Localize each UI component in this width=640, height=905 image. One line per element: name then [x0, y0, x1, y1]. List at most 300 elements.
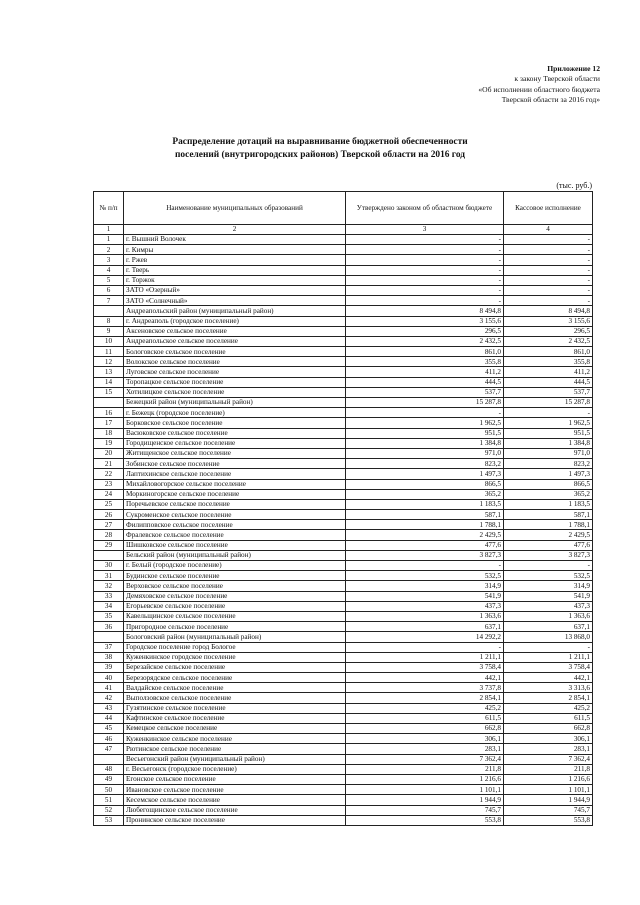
row-number: 18 — [94, 428, 124, 438]
appendix-line: Тверской области за 2016 год» — [501, 95, 600, 105]
approved-amount: - — [346, 235, 504, 245]
municipality-name: Бельский район (муниципальный район) — [124, 550, 346, 560]
executed-amount: 1 101,1 — [504, 785, 593, 795]
executed-amount: 283,1 — [504, 744, 593, 754]
executed-amount: 355,8 — [504, 357, 593, 367]
title-line-2: поселений (внутригородских районов) Тверской области на 2016 год — [175, 150, 465, 161]
approved-amount: 1 363,6 — [346, 611, 504, 621]
executed-amount: 3 313,6 — [504, 683, 593, 693]
table-row — [94, 438, 593, 448]
executed-amount: 3 155,6 — [504, 316, 593, 326]
table-row — [94, 489, 593, 499]
executed-amount: 1 944,9 — [504, 795, 593, 805]
executed-amount: - — [504, 642, 593, 652]
row-number: 20 — [94, 448, 124, 458]
municipality-name: Михайловогорское сельское поселение — [124, 479, 346, 489]
executed-amount: 951,5 — [504, 428, 593, 438]
municipality-name: Аксеновское сельское поселение — [124, 326, 346, 336]
executed-amount: 296,5 — [504, 326, 593, 336]
executed-amount: 587,1 — [504, 510, 593, 520]
appendix-title: Приложение 12 — [547, 64, 600, 73]
municipality-name: Куженкинское городское поселение — [124, 652, 346, 662]
executed-amount: - — [504, 255, 593, 265]
table-row — [94, 571, 593, 581]
municipality-name: Бежецкий район (муниципальный район) — [124, 398, 346, 408]
executed-amount: 823,2 — [504, 459, 593, 469]
executed-amount: 1 183,5 — [504, 499, 593, 509]
table-row — [94, 459, 593, 469]
approved-amount: 437,3 — [346, 601, 504, 611]
table-row — [94, 673, 593, 683]
row-number: 19 — [94, 438, 124, 448]
table-row — [94, 265, 593, 275]
municipality-name: Выползовское сельское поселение — [124, 693, 346, 703]
table-row — [94, 795, 593, 805]
approved-amount: 1 183,5 — [346, 499, 504, 509]
row-number: 31 — [94, 571, 124, 581]
row-number: 51 — [94, 795, 124, 805]
approved-amount: - — [346, 561, 504, 571]
table-row — [94, 306, 593, 316]
executed-amount: 1 384,8 — [504, 438, 593, 448]
table-row — [94, 285, 593, 295]
table-row — [94, 764, 593, 774]
executed-amount: 637,1 — [504, 622, 593, 632]
row-number: 49 — [94, 774, 124, 784]
row-number: 5 — [94, 275, 124, 285]
table-row — [94, 754, 593, 764]
row-number: 12 — [94, 357, 124, 367]
row-number: 14 — [94, 377, 124, 387]
table-row — [94, 652, 593, 662]
column-number-row — [94, 225, 593, 235]
row-number: 38 — [94, 652, 124, 662]
approved-amount: 7 362,4 — [346, 754, 504, 764]
approved-amount: 1 497,3 — [346, 469, 504, 479]
row-number: 16 — [94, 408, 124, 418]
executed-amount: 365,2 — [504, 489, 593, 499]
table-row — [94, 448, 593, 458]
executed-amount: 477,6 — [504, 540, 593, 550]
table-row — [94, 326, 593, 336]
table-row — [94, 347, 593, 357]
row-number: 22 — [94, 469, 124, 479]
header-approved: Утверждено законом об областном бюджете — [346, 192, 504, 225]
row-number: 39 — [94, 662, 124, 672]
approved-amount: 2 429,5 — [346, 530, 504, 540]
executed-amount: 306,1 — [504, 734, 593, 744]
municipality-name: Пригородное сельское поселение — [124, 622, 346, 632]
table-row — [94, 734, 593, 744]
table-row — [94, 469, 593, 479]
approved-amount: 296,5 — [346, 326, 504, 336]
approved-amount: 861,0 — [346, 347, 504, 357]
municipality-name: Сукроменское сельское поселение — [124, 510, 346, 520]
executed-amount: 1 216,6 — [504, 774, 593, 784]
approved-amount: 532,5 — [346, 571, 504, 581]
row-number: 10 — [94, 336, 124, 346]
row-number: 23 — [94, 479, 124, 489]
municipality-name: г. Андреаполь (городское поселение) — [124, 316, 346, 326]
row-number: 44 — [94, 713, 124, 723]
executed-amount: - — [504, 275, 593, 285]
units-label: (тыс. руб.) — [556, 181, 592, 190]
approved-amount: 211,8 — [346, 764, 504, 774]
row-number: 29 — [94, 540, 124, 550]
approved-amount: 3 155,6 — [346, 316, 504, 326]
municipality-name: Фралевское сельское поселение — [124, 530, 346, 540]
approved-amount: - — [346, 408, 504, 418]
municipality-name: Луговское сельское поселение — [124, 367, 346, 377]
executed-amount: 7 362,4 — [504, 754, 593, 764]
approved-amount: 2 854,1 — [346, 693, 504, 703]
row-number: 17 — [94, 418, 124, 428]
approved-amount: 823,2 — [346, 459, 504, 469]
row-number — [94, 550, 124, 560]
executed-amount: 1 497,3 — [504, 469, 593, 479]
row-number — [94, 632, 124, 642]
municipality-name: Гузятинское сельское поселение — [124, 703, 346, 713]
executed-amount: - — [504, 296, 593, 306]
table-row — [94, 530, 593, 540]
municipality-name: Кавельщинское сельское поселение — [124, 611, 346, 621]
row-number: 27 — [94, 520, 124, 530]
approved-amount: 1 962,5 — [346, 418, 504, 428]
table-row — [94, 550, 593, 560]
row-number — [94, 398, 124, 408]
approved-amount: 541,9 — [346, 591, 504, 601]
executed-amount: 1 788,1 — [504, 520, 593, 530]
row-number: 6 — [94, 285, 124, 295]
row-number: 9 — [94, 326, 124, 336]
executed-amount: 866,5 — [504, 479, 593, 489]
municipality-name: г. Тверь — [124, 265, 346, 275]
row-number: 45 — [94, 724, 124, 734]
municipality-name: Городское поселение город Бологое — [124, 642, 346, 652]
table-row — [94, 479, 593, 489]
row-number: 3 — [94, 255, 124, 265]
table-row — [94, 805, 593, 815]
table-row — [94, 683, 593, 693]
approved-amount: 1 211,1 — [346, 652, 504, 662]
executed-amount: 211,8 — [504, 764, 593, 774]
approved-amount: 411,2 — [346, 367, 504, 377]
approved-amount: 1 101,1 — [346, 785, 504, 795]
row-number: 11 — [94, 347, 124, 357]
table-row — [94, 316, 593, 326]
table-row — [94, 632, 593, 642]
approved-amount: - — [346, 245, 504, 255]
municipality-name: Андреапольское сельское поселение — [124, 336, 346, 346]
municipality-name: ЗАТО «Озерный» — [124, 285, 346, 295]
municipality-name: Верховское сельское поселение — [124, 581, 346, 591]
executed-amount: - — [504, 561, 593, 571]
row-number: 28 — [94, 530, 124, 540]
municipality-name: Демяховское сельское поселение — [124, 591, 346, 601]
municipality-name: Торопацкое сельское поселение — [124, 377, 346, 387]
table-row — [94, 245, 593, 255]
executed-amount: 2 854,1 — [504, 693, 593, 703]
table-header-row — [94, 192, 593, 225]
approved-amount: 425,2 — [346, 703, 504, 713]
executed-amount: 437,3 — [504, 601, 593, 611]
executed-amount: 411,2 — [504, 367, 593, 377]
table-row — [94, 703, 593, 713]
row-number: 50 — [94, 785, 124, 795]
municipality-name: Поречьевское сельское поселение — [124, 499, 346, 509]
municipality-name: Зобинское сельское поселение — [124, 459, 346, 469]
approved-amount: - — [346, 265, 504, 275]
table-row — [94, 357, 593, 367]
municipality-name: Будинское сельское поселение — [124, 571, 346, 581]
executed-amount: 15 287,8 — [504, 398, 593, 408]
executed-amount: - — [504, 408, 593, 418]
municipality-name: г. Торжок — [124, 275, 346, 285]
municipality-name: Андреапольский район (муниципальный район) — [124, 306, 346, 316]
row-number: 41 — [94, 683, 124, 693]
municipality-name: Рютинское сельское поселение — [124, 744, 346, 754]
approved-amount: 8 494,8 — [346, 306, 504, 316]
municipality-name: Житищенское сельское поселение — [124, 448, 346, 458]
table-row — [94, 540, 593, 550]
row-number: 37 — [94, 642, 124, 652]
municipality-name: Весьегонский район (муниципальный район) — [124, 754, 346, 764]
municipality-name: Куженкинское сельское поселение — [124, 734, 346, 744]
executed-amount: 2 432,5 — [504, 336, 593, 346]
approved-amount: 314,9 — [346, 581, 504, 591]
table-row — [94, 713, 593, 723]
row-number: 15 — [94, 387, 124, 397]
municipality-name: Березайское сельское поселение — [124, 662, 346, 672]
executed-amount: 662,8 — [504, 724, 593, 734]
municipality-name: Волокское сельское поселение — [124, 357, 346, 367]
row-number: 30 — [94, 561, 124, 571]
municipality-name: Валдайское сельское поселение — [124, 683, 346, 693]
approved-amount: 1 384,8 — [346, 438, 504, 448]
executed-amount: 13 868,0 — [504, 632, 593, 642]
executed-amount: 532,5 — [504, 571, 593, 581]
row-number: 7 — [94, 296, 124, 306]
municipality-name: ЗАТО «Солнечный» — [124, 296, 346, 306]
municipality-name: г. Ржев — [124, 255, 346, 265]
approved-amount: 587,1 — [346, 510, 504, 520]
municipality-name: Кафтинское сельское поселение — [124, 713, 346, 723]
table-row — [94, 499, 593, 509]
municipality-name: г. Бежецк (городское поселение) — [124, 408, 346, 418]
table-row — [94, 693, 593, 703]
municipality-name: Пронинское сельское поселение — [124, 815, 346, 825]
executed-amount: - — [504, 245, 593, 255]
approved-amount: 3 758,4 — [346, 662, 504, 672]
row-number: 33 — [94, 591, 124, 601]
executed-amount: 314,9 — [504, 581, 593, 591]
executed-amount: 745,7 — [504, 805, 593, 815]
row-number: 47 — [94, 744, 124, 754]
municipality-name: Филипповское сельское поселение — [124, 520, 346, 530]
executed-amount: 553,8 — [504, 815, 593, 825]
executed-amount: 971,0 — [504, 448, 593, 458]
approved-amount: 537,7 — [346, 387, 504, 397]
municipality-name: г. Кимры — [124, 245, 346, 255]
table-row — [94, 296, 593, 306]
allocation-table — [93, 191, 593, 826]
row-number: 4 — [94, 265, 124, 275]
table-row — [94, 255, 593, 265]
municipality-name: г. Весьегонск (городское поселение) — [124, 764, 346, 774]
municipality-name: Ивановское сельское поселение — [124, 785, 346, 795]
approved-amount: 553,8 — [346, 815, 504, 825]
municipality-name: Хотилицкое сельское поселение — [124, 387, 346, 397]
executed-amount: 1 211,1 — [504, 652, 593, 662]
approved-amount: 637,1 — [346, 622, 504, 632]
municipality-name: Васюковское сельское поселение — [124, 428, 346, 438]
table-row — [94, 561, 593, 571]
table-row — [94, 418, 593, 428]
municipality-name: Лаптихинское сельское поселение — [124, 469, 346, 479]
municipality-name: Городищенское сельское поселение — [124, 438, 346, 448]
table-row — [94, 275, 593, 285]
executed-amount: 541,9 — [504, 591, 593, 601]
row-number: 43 — [94, 703, 124, 713]
executed-amount: 442,1 — [504, 673, 593, 683]
approved-amount: 444,5 — [346, 377, 504, 387]
municipality-name: Моркиногорское сельское поселение — [124, 489, 346, 499]
table-body — [94, 235, 593, 826]
approved-amount: - — [346, 255, 504, 265]
executed-amount: 3 827,3 — [504, 550, 593, 560]
table-row — [94, 581, 593, 591]
table-row — [94, 724, 593, 734]
appendix-line: «Об исполнении областного бюджета — [478, 84, 600, 94]
row-number: 13 — [94, 367, 124, 377]
table-row — [94, 662, 593, 672]
table-row — [94, 510, 593, 520]
municipality-name: Егонское сельское поселение — [124, 774, 346, 784]
table-row — [94, 601, 593, 611]
municipality-name: Березорядское сельское поселение — [124, 673, 346, 683]
municipality-name: Борковское сельское поселение — [124, 418, 346, 428]
table-row — [94, 622, 593, 632]
row-number: 2 — [94, 245, 124, 255]
executed-amount: 8 494,8 — [504, 306, 593, 316]
table-row — [94, 408, 593, 418]
approved-amount: 355,8 — [346, 357, 504, 367]
row-number: 24 — [94, 489, 124, 499]
executed-amount: - — [504, 235, 593, 245]
col-number: 2 — [124, 225, 346, 235]
municipality-name: Любегощинское сельское поселение — [124, 805, 346, 815]
table-row — [94, 377, 593, 387]
municipality-name: Егорьевское сельское поселение — [124, 601, 346, 611]
approved-amount: - — [346, 642, 504, 652]
municipality-name: г. Белый (городское поселение) — [124, 561, 346, 571]
table-row — [94, 336, 593, 346]
approved-amount: 442,1 — [346, 673, 504, 683]
row-number: 35 — [94, 611, 124, 621]
row-number: 42 — [94, 693, 124, 703]
approved-amount: 365,2 — [346, 489, 504, 499]
executed-amount: 425,2 — [504, 703, 593, 713]
approved-amount: 866,5 — [346, 479, 504, 489]
header-name: Наименование муниципальных образований — [124, 192, 346, 225]
table-row — [94, 367, 593, 377]
approved-amount: - — [346, 285, 504, 295]
row-number: 53 — [94, 815, 124, 825]
municipality-name: Бологовский район (муниципальный район) — [124, 632, 346, 642]
row-number: 8 — [94, 316, 124, 326]
approved-amount: - — [346, 296, 504, 306]
table-row — [94, 520, 593, 530]
table-row — [94, 387, 593, 397]
row-number: 32 — [94, 581, 124, 591]
executed-amount: 861,0 — [504, 347, 593, 357]
executed-amount: - — [504, 265, 593, 275]
approved-amount: 306,1 — [346, 734, 504, 744]
approved-amount: 662,8 — [346, 724, 504, 734]
row-number — [94, 754, 124, 764]
row-number: 1 — [94, 235, 124, 245]
row-number: 36 — [94, 622, 124, 632]
table-row — [94, 774, 593, 784]
municipality-name: Кесемское сельское поселение — [124, 795, 346, 805]
table-row — [94, 785, 593, 795]
table-row — [94, 642, 593, 652]
executed-amount: 444,5 — [504, 377, 593, 387]
executed-amount: - — [504, 285, 593, 295]
approved-amount: 3 827,3 — [346, 550, 504, 560]
approved-amount: - — [346, 275, 504, 285]
table-row — [94, 744, 593, 754]
approved-amount: 1 216,6 — [346, 774, 504, 784]
approved-amount: 14 292,2 — [346, 632, 504, 642]
document-title — [0, 136, 640, 163]
approved-amount: 951,5 — [346, 428, 504, 438]
row-number: 48 — [94, 764, 124, 774]
row-number: 52 — [94, 805, 124, 815]
approved-amount: 15 287,8 — [346, 398, 504, 408]
row-number: 26 — [94, 510, 124, 520]
table-row — [94, 398, 593, 408]
executed-amount: 611,5 — [504, 713, 593, 723]
approved-amount: 971,0 — [346, 448, 504, 458]
approved-amount: 2 432,5 — [346, 336, 504, 346]
approved-amount: 283,1 — [346, 744, 504, 754]
row-number: 40 — [94, 673, 124, 683]
executed-amount: 1 363,6 — [504, 611, 593, 621]
title-line-1: Распределение дотаций на выравнивание бюджетной обеспеченности — [172, 137, 468, 147]
row-number: 21 — [94, 459, 124, 469]
row-number: 25 — [94, 499, 124, 509]
executed-amount: 1 962,5 — [504, 418, 593, 428]
municipality-name: Шишковское сельское поселение — [124, 540, 346, 550]
executed-amount: 537,7 — [504, 387, 593, 397]
appendix-line: к закону Тверской области — [514, 74, 600, 84]
municipality-name: Бологовское сельское поселение — [124, 347, 346, 357]
approved-amount: 1 788,1 — [346, 520, 504, 530]
col-number: 4 — [504, 225, 593, 235]
approved-amount: 477,6 — [346, 540, 504, 550]
appendix-note — [478, 64, 600, 106]
executed-amount: 3 758,4 — [504, 662, 593, 672]
approved-amount: 1 944,9 — [346, 795, 504, 805]
municipality-name: Кемецкое сельское поселение — [124, 724, 346, 734]
table-row — [94, 611, 593, 621]
table-row — [94, 235, 593, 245]
header-no: № п/п — [94, 192, 124, 225]
row-number: 46 — [94, 734, 124, 744]
table-row — [94, 428, 593, 438]
row-number — [94, 306, 124, 316]
